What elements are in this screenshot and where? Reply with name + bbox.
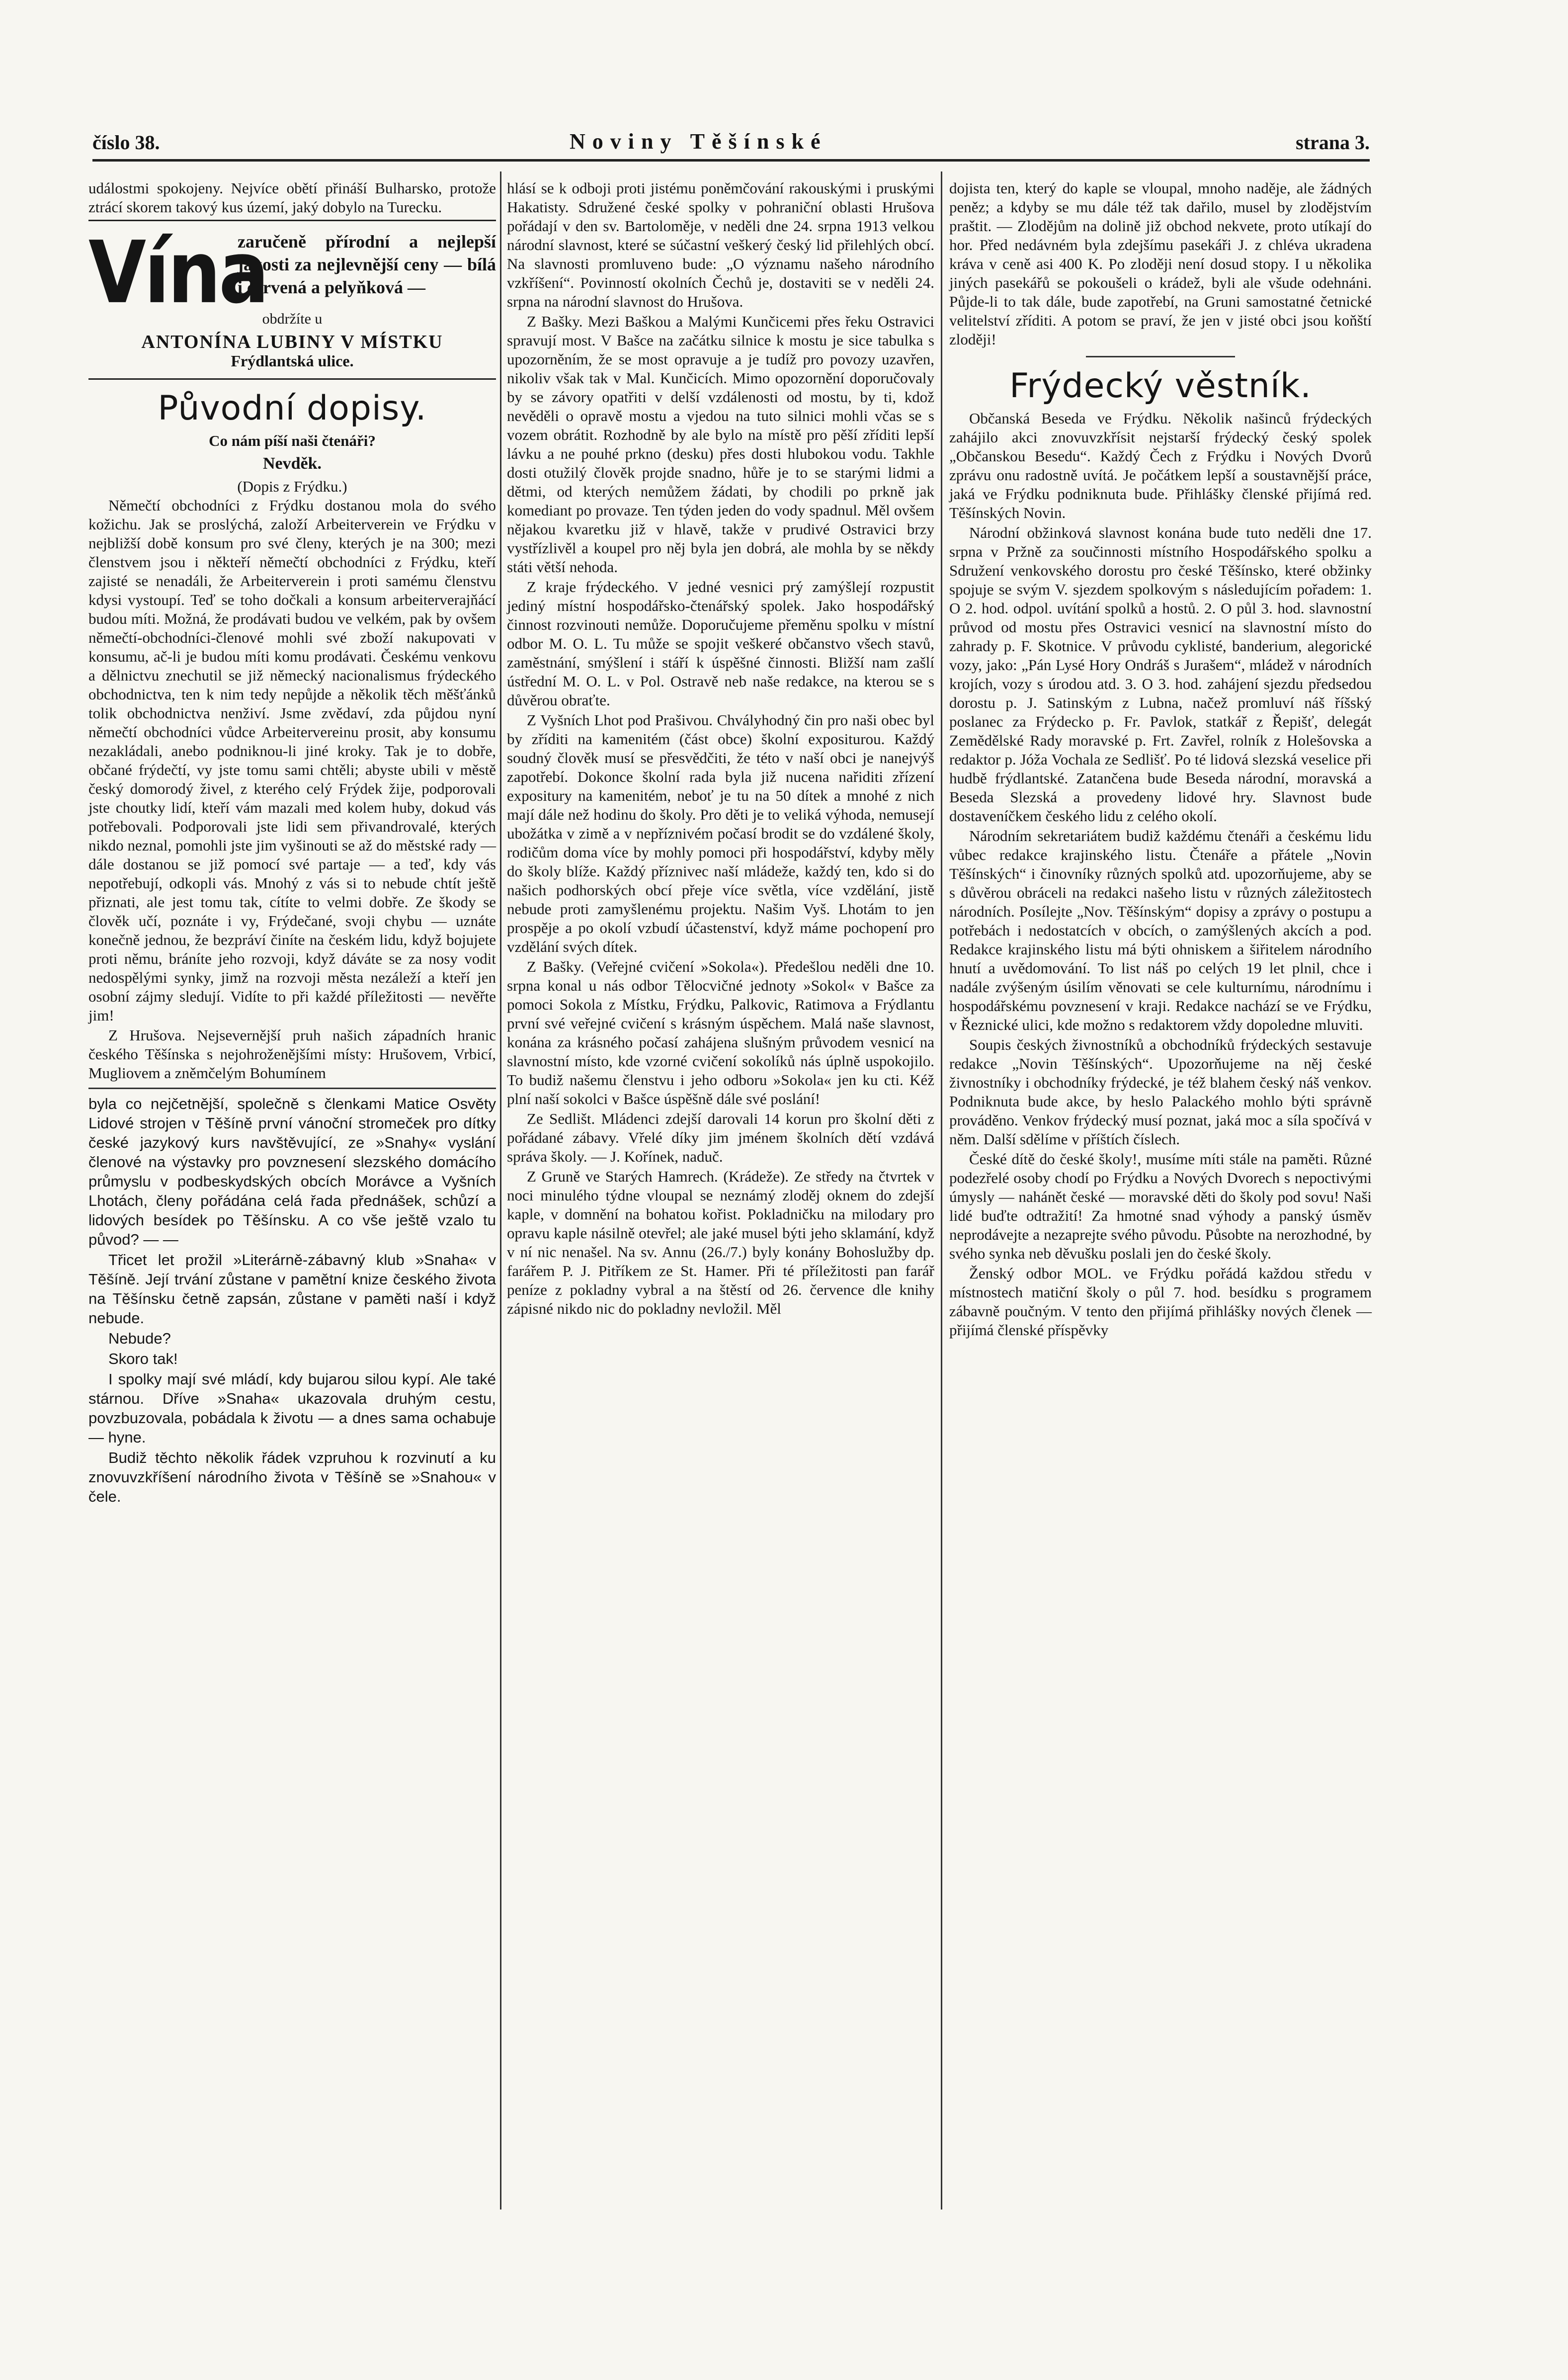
header-rule — [92, 159, 1370, 162]
article-text: Třicet let prožil »Literárně-zábavný klub »Snaha« v Těšíně. Její trvání zůstane v pamětní knize českého života na Těšínsku četně zapsán, zůstane v paměti naší i když nebude. — [88, 1251, 496, 1327]
article-title-nevdek: Nevděk. — [262, 454, 322, 473]
article-text: byla co nejčetnější, společně s členkami Matice Osvěty Lidové strojen v Těšíně první vánoční stromeček pro dítky české jazykový kurs navštěvující, ze »Snahy« vyslání členové na výstavky pro povznesení slezského domácího průmyslu v podbeskydských obcích Morávce a Vyšních Lhotách, členy pořádána celá řada přednášek, schůzí a lidových besídek po Těšínsku. A co vše ještě vzalo tu původ? — — — [88, 1095, 496, 1248]
article-text: hlásí se k odboji proti jistému poněmčování rakouskými i pruskými Hakatisty. Sdružené české spolky v pohraniční oblasti Hrušova pořádají v den sv. Bartoloměje, v neděli dne 24. srpna 1913 velkou národní slavnost, které se súčastní veškerý český lid přilehlých obcí. Na slavnosti promluveno bude: „O významu našeho národního vzkříšení“. Povinností okolních Čechů je, dostaviti se v neděli 24. srpna na národní slavnost do Hrušova. — [507, 179, 934, 310]
ad-firm-name: ANTONÍNA LUBINY V MÍSTKU — [141, 332, 443, 352]
article-text: Z Bašky. Mezi Baškou a Malými Kunčicemi přes řeku Ostravici spravují most. V Bašce na začátku silnice k mostu je sice tabulka s upozorněním, že se most opravuje a je tudíž pro povozy uzavřen, nikoliv však tak v Mal. Kunčicích. Mimo opozornění doporučovaly by se závory opatřiti v delší vzdálenosti od mostu, by ti, kdož nevěděli o opravě mostu a vjedou na tuto silnici mohli včas se s vozem obrátit. Rozhodně by ale bylo na místě pro pěší zříditi lepší lávku a ne pouhé prkno (desku) přes dosti hlubokou vodu. Takhle dosti otužilý člověk projde snadno, hůře je to se starými lidmi a dětmi, od kterých nemůžem žádati, by chodili po prkně jak komediant po provaze. Ten týden jeden do vody spadnul. Měl ovšem nějakou kvaretku již v hlavě, takže v prudivé Ostravici brzy vystřízlivěl a koupel pro něj byla jen dobrá, ale mohla by se někdy státi větší nehoda. — [507, 313, 934, 576]
section-title-puvodni-dopisy: Původní dopisy. — [158, 389, 427, 428]
article-source: (Dopis z Frýdku.) — [237, 478, 347, 495]
newspaper-title: Noviny Těšínské — [570, 129, 827, 154]
article-text: Skoro tak! — [108, 1350, 178, 1367]
article-text: České dítě do české školy!, musíme míti stále na paměti. Různé podezřelé osoby chodí po Frýdku a Nových Dvorech s nepoctivými úmysly — nahánět české — moravské děti do školy pod sovu! Naši lidé buďte odtražití! Za hmotné snad výhody a panský úsměv neprodávejte a nezaprejte svého původu. Působte na nerozhodné, by svého synka neb děvušku poslali jen do české školy. — [949, 1150, 1372, 1262]
article-text: Národní obžinková slavnost konána bude tuto neděli dne 17. srpna v Pržně za součinnosti místního Hospodářského spolku a Sdružení venkovského dorostu pro české Těšínsko, které obžinky spojuje se svým V. sjezdem spolkovým s následujícím pořadem: 1. O 2. hod. odpol. uvítání spolků a hostů. 2. O půl 3. hod. slavnostní průvod od mostu přes Ostravici vesnicí na slavnostní místo do zahrady p. F. Skotnice. V průvodu cyklisté, banderium, alegorické vozy, jako: „Pán Lysé Hory Ondráš s Jurašem“, mládež v národních krojích, vozy s úrodou atd. 3. O 3. hod. zahájení sjezdu předsedou dorostu p. J. Satinským z Lubna, načež promluví náš říšský poslanec za Frýdecko p. Fr. Pavlok, statkář z Řepišť, delegát Zemědělské Rady moravské p. Frt. Zavřel, rolník z Holešovska a redaktor p. Jóža Vochala ze Sedlišť. Po té lidová slezská veselice při hudbě frýdlantské. Zatančena bude Beseda národní, moravská a Beseda Slezská a provedeny lidové hry. Slavnost bude dostaveníčkem českého lidu z celého okolí. — [949, 524, 1372, 825]
column-divider-2 — [941, 171, 942, 2210]
issue-number: číslo 38. — [92, 131, 160, 154]
article-text: Z Bašky. (Veřejné cvičení »Sokola«). Předešlou neděli dne 10. srpna konal u nás odbor Tělocvičné jednoty »Sokol« v Bašce za pomoci Sokola z Místku, Frýdku, Palkovic, Ratimova a Frýdlantu první své veřejné cvičení s krásným úspěchem. Malá naše slavnost, konána za krásného počasí zahájena slušným průvodem vesnicí na slavnostní místo, kde vzorné cvičení sokolíků nás úplně uspokojilo. To budiž našemu členstvu i jeho odboru »Sokola« jen ku cti. Kéž plní naší sokolci v Bašce úspěšně dále své poslání! — [507, 958, 934, 1107]
article-text: Soupis českých živnostníků a obchodníků frýdeckých sestavuje redakce „Novin Těšínských“. Upozorňujeme na něj české živnostníky i obchodníky frýdecké, je též blahem český náš venkov. Podniknuta bude akce, by heslo Palackého mohlo býti správně prováděno. Venkov frýdecký musí poznat, jaká moc a síla spočívá v něm. Další sdělíme v příštích číslech. — [949, 1036, 1372, 1148]
ad-obtain-line: obdržíte u — [262, 311, 323, 327]
section-rule — [1086, 356, 1235, 357]
continued-text — [88, 1094, 496, 1506]
section-subtitle: Co nám píší naši čtenáři? — [209, 432, 376, 449]
article-text: Z Hrušova. Nejsevernější pruh našich západních hranic českého Těšínska s nejohroženějšími místy: Hrušovem, Vrbicí, Mugliovem a zněmčelým Bohumínem — [88, 1026, 496, 1082]
column-1 — [88, 179, 496, 1507]
page-header — [92, 127, 1370, 157]
page-number: strana 3. — [1296, 131, 1370, 154]
article-text: Ženský odbor MOL. ve Frýdku pořádá každou středu v místnostech matiční školy o půl 7. hod. besídku s programem zábavně poučným. V tento den přijímá přihlášky nových členek — přijímá členské příspěvky — [949, 1265, 1372, 1339]
ad-text: zaručeně přírodní a nejlepší jakosti za nejlevnější ceny — bílá i červená a pelyňková — — [238, 232, 496, 297]
article-text: Nebude? — [108, 1330, 171, 1347]
article-text: Z Vyšních Lhot pod Prašivou. Chvályhodný čin pro naši obec byl by zříditi na kamenitém (část obce) školní expositurou. Každý soudný člověk musí se přesvědčiti, že této v naší obci je nanejvýš zapotřebí. Dokonce školní rada byla již nucena nařiditi zřízení expositury na kamenitém, neboť je tu na 50 dítek a mnohé z nich mají dále než hodinu do školy. Pro děti je to veliká výhoda, nemusejí ubožátka v zimě a v nepříznivém počasí brodit se do vzdálené školy, rodičům doma více by mohly pomoci při hospodářství, kdyby měly do školy blíže. Každý příznivec naší mládeže, každý ten, kdo si do našich podhorských obcí přeje více světla, více vzdělání, jistě nebude proti zamyšlenému projektu. Našim Vyš. Lhotám to jen prospěje a po okolí vzbudí účastenství, když máme pochopení pro vzdělání svých dítek. — [507, 711, 934, 955]
article-text: Z kraje frýdeckého. V jedné vesnici prý zamýšlejí rozpustit jediný místní hospodářsko-čtenářský spolek. Jako hospodářský činnost rozvinouti nemůže. Doporučujeme přeměnu spolku v místní odbor M. O. L. Tu může se spojit veškeré občanstvo všech stavů, zaměstnání, smýšlení i stáří k úspěšné činnosti. Bližší nam zašlí ústřední M. O. L. v Pol. Ostravě neb naše redakce, na kterou se s důvěrou obraťte. — [507, 578, 934, 709]
article-text: Z Gruně ve Starých Hamrech. (Krádeže). Ze středy na čtvrtek v noci minulého týdne vloupal se neznámý zloděj oknem do zdejší kaple, v domnění na bohatou kořist. Pokladničku na milodary pro opravu kaple násilně otevřel; ale jaké musel býti jeho sklamání, když v ní nic nenašel. Na sv. Annu (26./7.) byly konány Bohoslužby dp. farářem P. J. Pitříkem ze St. Hamer. Při té příležitosti pan farář peníze z pokladny vybral a na štěstí od 26. července dle knihy zápisné nikdo nic do pokladny nevložil. Měl — [507, 1168, 934, 1317]
ad-street: Frýdlantská ulice. — [231, 352, 354, 370]
article-text: I spolky mají své mládí, kdy bujarou silou kypí. Ale také stárnou. Dříve »Snaha« ukazovala druhým cestu, povzbuzovala, pobádala k životu — a dnes sama ochabuje — hyne. — [88, 1370, 496, 1446]
article-text: událostmi spokojeny. Nejvíce obětí přináší Bulharsko, protože ztrácí skorem takový kus území, jaký dobylo na Turecku. — [88, 179, 496, 216]
wine-advertisement — [88, 220, 496, 380]
article-text: Občanská Beseda ve Frýdku. Několik našinců frýdeckých zahájilo akci znovuvzkřísit nejstarší frýdecký český spolek „Občanskou Besedu“. Každý Čech z Frýdku i Nových Dvorů zprávu onu radostně uvítá. Je počátkem lepší a soustavnější práce, jaká ve Frýdku podniknuta bude. Přihlášky členské přijímá red. Těšínských Novin. — [949, 410, 1372, 521]
article-text: Národním sekretariátem budiž každému čtenáři a českému lidu vůbec redakce krajinského listu. Čtenáře a přátele „Novin Těšínských“ i činovníky různých spolků atd. upozorňujeme, aby se s důvěrou obráceli na redakci našeho listu v různých záležitostech národních. Posílejte „Nov. Těšínským“ dopisy a zprávy o postupu a potřebách i nedostatcích v obcích, o zamýšlených akcích a pod. Redakce krajinského listu má býti ohniskem a šiřitelem národního hnutí a uvědomování. To list náš po celých 19 let plnil, chce i nadále zvýšeným úsilím věnovati se cele kulturnímu, národnímu i hospodářskému povznesení v kraji. Redakce nachází se ve Frýdku, v Řeznické ulici, kde možno s redaktorem vždy dopoledne mluviti. — [949, 827, 1372, 1033]
column-rule — [88, 1088, 496, 1089]
column-2 — [507, 179, 934, 1319]
column-divider-1 — [500, 171, 501, 2210]
ad-headline: Vína — [88, 223, 267, 323]
article-text: Budiž těchto několik řádek vzpruhou k rozvinutí a ku znovuvzkříšení národního života v Těšíně se »Snahou« v čele. — [88, 1449, 496, 1505]
section-title-frydecky-vestnik: Frýdecký věstník. — [1009, 366, 1312, 406]
article-text: dojista ten, který do kaple se vloupal, mnoho naděje, ale žádných peněz; a kdyby se mu dále též tak dařilo, musel by zlodějstvím praštit. — Zlodějům na dolině již obchod nekvete, proto utíkají do hor. Před nedávném byla zdejšímu pasekáři J. z chléva ukradena kráva v ceně asi 400 K. Po zloději není dosud stopy. I u několika jiných pasekářů se pokoušeli o krádež, byli ale všude odehnáni. Půjde-li to tak dále, bude zapotřebí, na Gruni samostatné četnické velitelství zříditi. A potom se praví, že jen v jisté obci jsou koňští zloději! — [949, 179, 1372, 348]
article-text: Ze Sedlišt. Mládenci zdejší darovali 14 korun pro školní děti z pořádané zábavy. Vřelé díky jim jménem školních dětí vzdává správa školy. — J. Kořínek, naduč. — [507, 1110, 934, 1165]
column-3 — [949, 179, 1372, 1341]
article-text: Němečtí obchodníci z Frýdku dostanou mola do svého kožichu. Jak se proslýchá, založí Arbeiterverein ve Frýdku v nejbližší době konsum pro své členy, kterých je na 300; mezi členstvem jsou i někteří němečtí obchodníci z Frýdku, kteří zajisté se nenadáli, že Arbeiterverein i proti samému členstvu kdysi vystoupí. Teď se toho dočkali a konsum arbeiterverajňácí budou míti. Možná, že prodávati budou ve velkém, pak by ovšem němečtí-obchodníci-členové mohli své zboží nakupovati v konsumu, ač-li je budou míti komu prodávati. Českému venkovu a dělnictvu znechutil se již německý nacionalismus frýdeckého obchodnictva, ten k nim tedy nepůjde a několik těch měšťánků tolik obchodnictva nenživí. Jsme zvědaví, zda půjdou nyní němečtí obchodníci vůdce Arbeitervereinu prosit, aby konsumu nezakládali, anebo podniknou-li jiné kroky. Tak je to dobře, občané frýdečtí, vy jste tomu sami chtěli; abyste ubili v městě český domorodý živel, z kterého celý Frýdek žije, podporovali jste choutky lidí, kteří vám mazali med kolem huby, dokud vás potřebovali. Podporovali jste lidi sem přivandrovalé, kterých nikdo neznal, pomohli jste jim vyšinouti se až do městské rady — dále dostanou se již pomocí své partaje — a teď, kdy vás nepotřebují, odkopli vás. Mnohý z vás si to nebude chtít ještě přiznati, ale jest tomu tak, cítíte to velmi dobře. Ze škody se člověk učí, poznáte i vy, Frýdečané, svoji chybu — uznáte konečně jednou, že bezpráví činíte na českém lidu, když bojujete proti němu, bráníte jeho rozvoji, když dáváte se za nosy vodit nedospělými synky, jimž na rozvoji města nezáleží a kteří jen osobní zájmy sledují. Vidíte to při každé příležitosti — nevěřte jim! — [88, 497, 496, 1024]
